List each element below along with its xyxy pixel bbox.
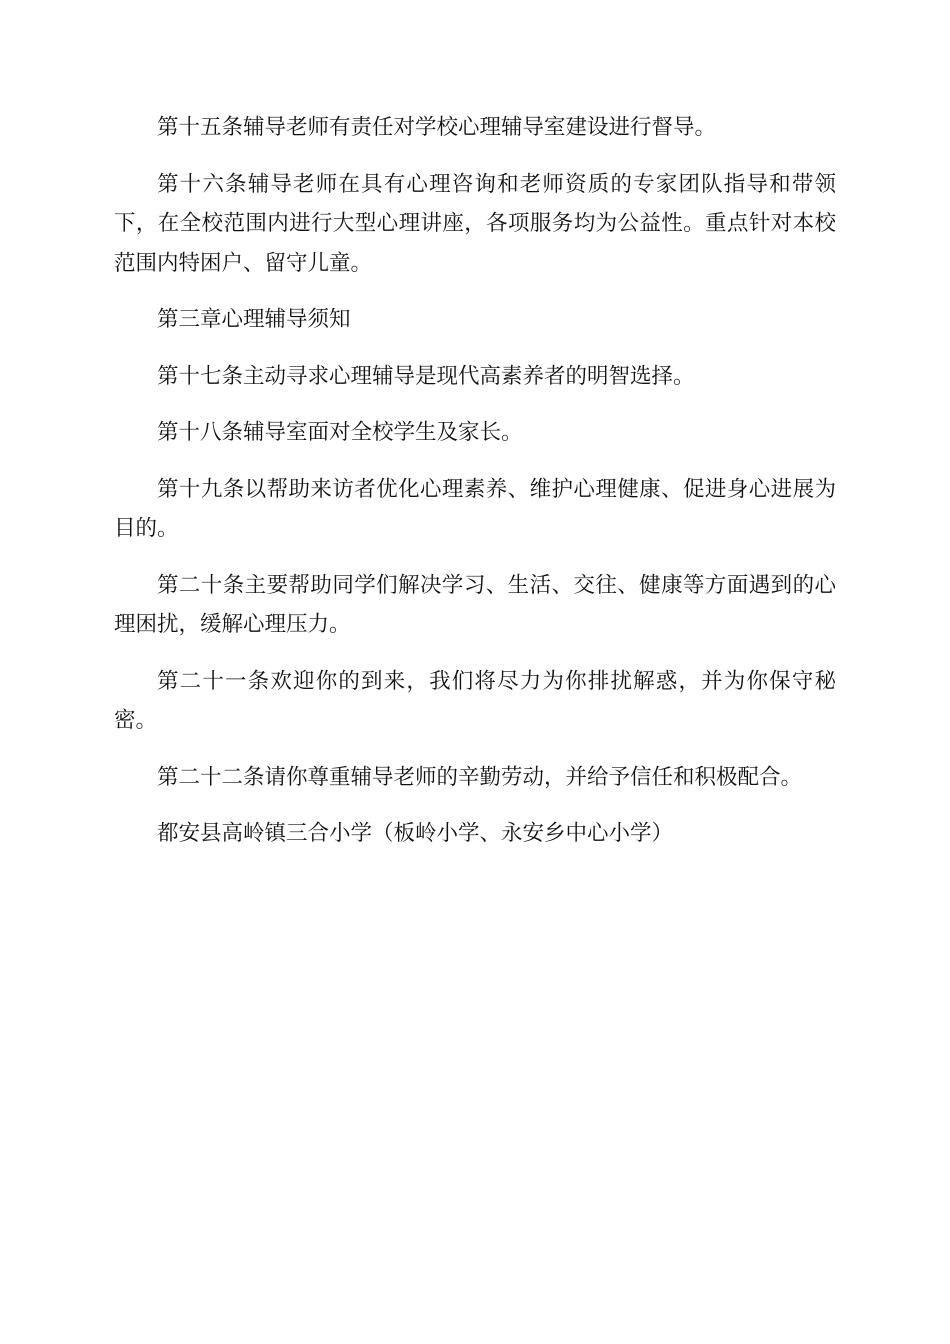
article-18-paragraph: 第十八条辅导室面对全校学生及家长。 [157,420,523,445]
article-15-paragraph: 第十五条辅导老师有责任对学校心理辅导室建设进行督导。 [157,115,717,140]
article-17-paragraph: 第十七条主动寻求心理辅导是现代高素养者的明智选择。 [157,363,695,389]
chapter-3-heading: 第三章心理辅导须知 [157,307,351,332]
article-21-paragraph: 第二十一条欢迎你的到来，我们将尽力为你排扰解惑，并为你保守秘密。 [114,668,836,733]
document-body [114,108,836,871]
article-16-paragraph: 第十六条辅导老师在具有心理咨询和老师资质的专家团队指导和带领下，在全校范围内进行大型心理讲座，各项服务均为公益性。重点针对本校范围内特困户、留守儿童。 [114,171,836,276]
article-19-paragraph: 第十九条以帮助来访者优化心理素养、维护心理健康、促进身心进展为目的。 [114,476,836,541]
school-signature: 都安县高岭镇三合小学（板岭小学、永安乡中心小学） [157,821,674,846]
article-22-paragraph: 第二十二条请你尊重辅导老师的辛勤劳动，并给予信任和积极配合。 [157,764,803,790]
article-20-paragraph: 第二十条主要帮助同学们解决学习、生活、交往、健康等方面遇到的心理困扰，缓解心理压力。 [114,572,836,637]
